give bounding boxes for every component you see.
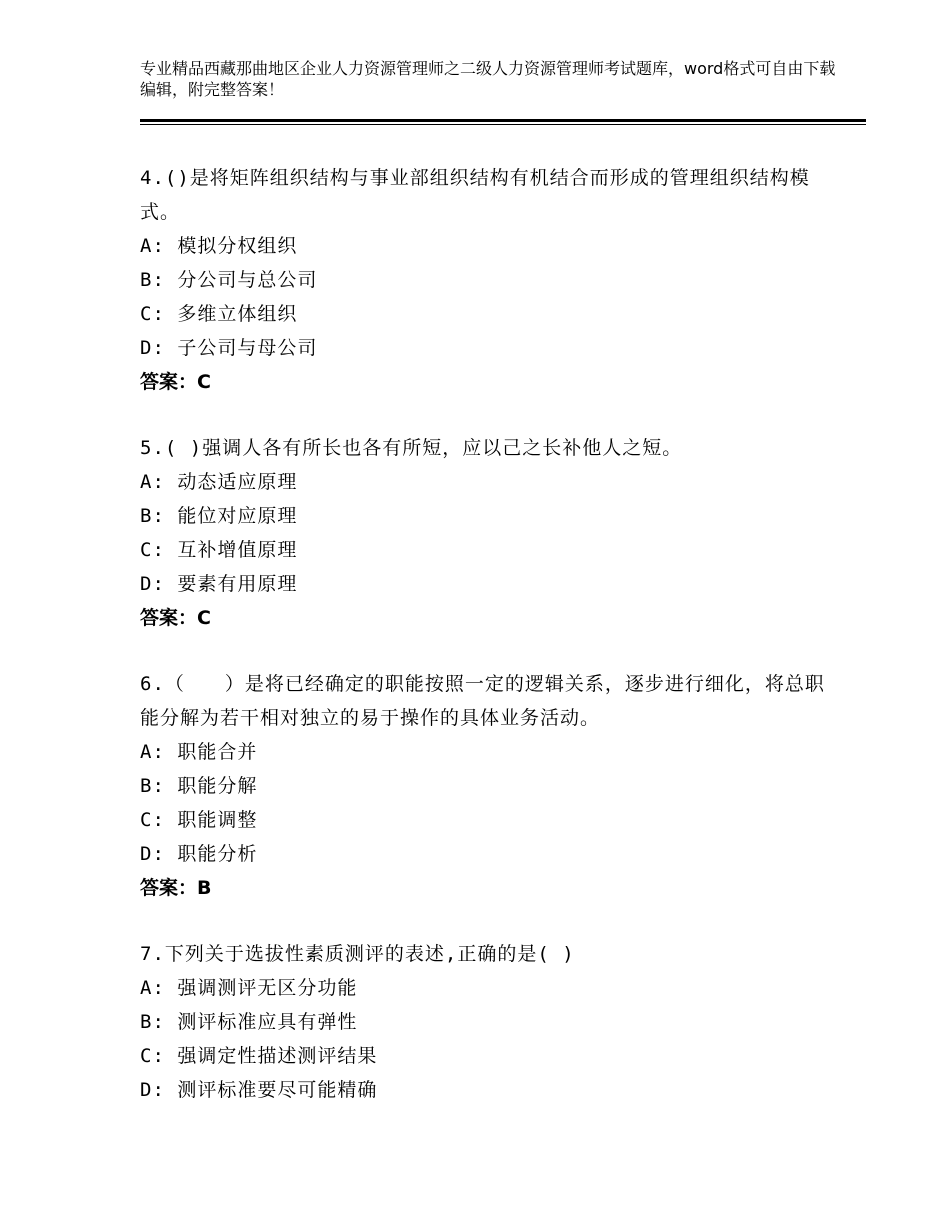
option-b: B: 能位对应原理 [140,505,298,527]
option-c: C: 强调定性描述测评结果 [140,1045,378,1067]
question-item [140,161,840,399]
question-text: 4.()是将矩阵组织结构与事业部组织结构有机结合而形成的管理组织结构模式。 [140,167,810,223]
question-text: 5.( )强调人各有所长也各有所短，应以己之长补他人之短。 [140,437,683,459]
header-divider-thick [140,119,866,122]
option-a: A: 动态适应原理 [140,471,298,493]
option-d: D: 测评标准要尽可能精确 [140,1079,378,1101]
header-divider [140,119,866,125]
question-text: 7.下列关于选拔性素质测评的表述,正确的是( ) [140,943,575,965]
answer-text: 答案：B [140,877,212,899]
header-divider-thin [140,124,866,125]
answer-text: 答案：C [140,607,211,629]
page-header: 专业精品西藏那曲地区企业人力资源管理师之二级人力资源管理师考试题库，word格式可自由下载编辑，附完整答案！ [140,59,836,99]
option-c: C: 多维立体组织 [140,303,298,325]
question-item [140,431,840,635]
option-d: D: 职能分析 [140,843,258,865]
option-b: B: 职能分解 [140,775,258,797]
option-d: D: 要素有用原理 [140,573,298,595]
option-d: D: 子公司与母公司 [140,337,318,359]
option-a: A: 职能合并 [140,741,258,763]
option-a: A: 强调测评无区分功能 [140,977,358,999]
answer-text: 答案：C [140,371,211,393]
question-item [140,667,840,905]
question-item [140,937,840,1107]
question-text: 6.（ ）是将已经确定的职能按照一定的逻辑关系，逐步进行细化，将总职能分解为若干相对独立的易于操作的具体业务活动。 [140,673,825,729]
option-b: B: 测评标准应具有弹性 [140,1011,358,1033]
option-a: A: 模拟分权组织 [140,235,298,257]
option-c: C: 职能调整 [140,809,258,831]
question-list [140,161,840,1139]
option-b: B: 分公司与总公司 [140,269,318,291]
option-c: C: 互补增值原理 [140,539,298,561]
